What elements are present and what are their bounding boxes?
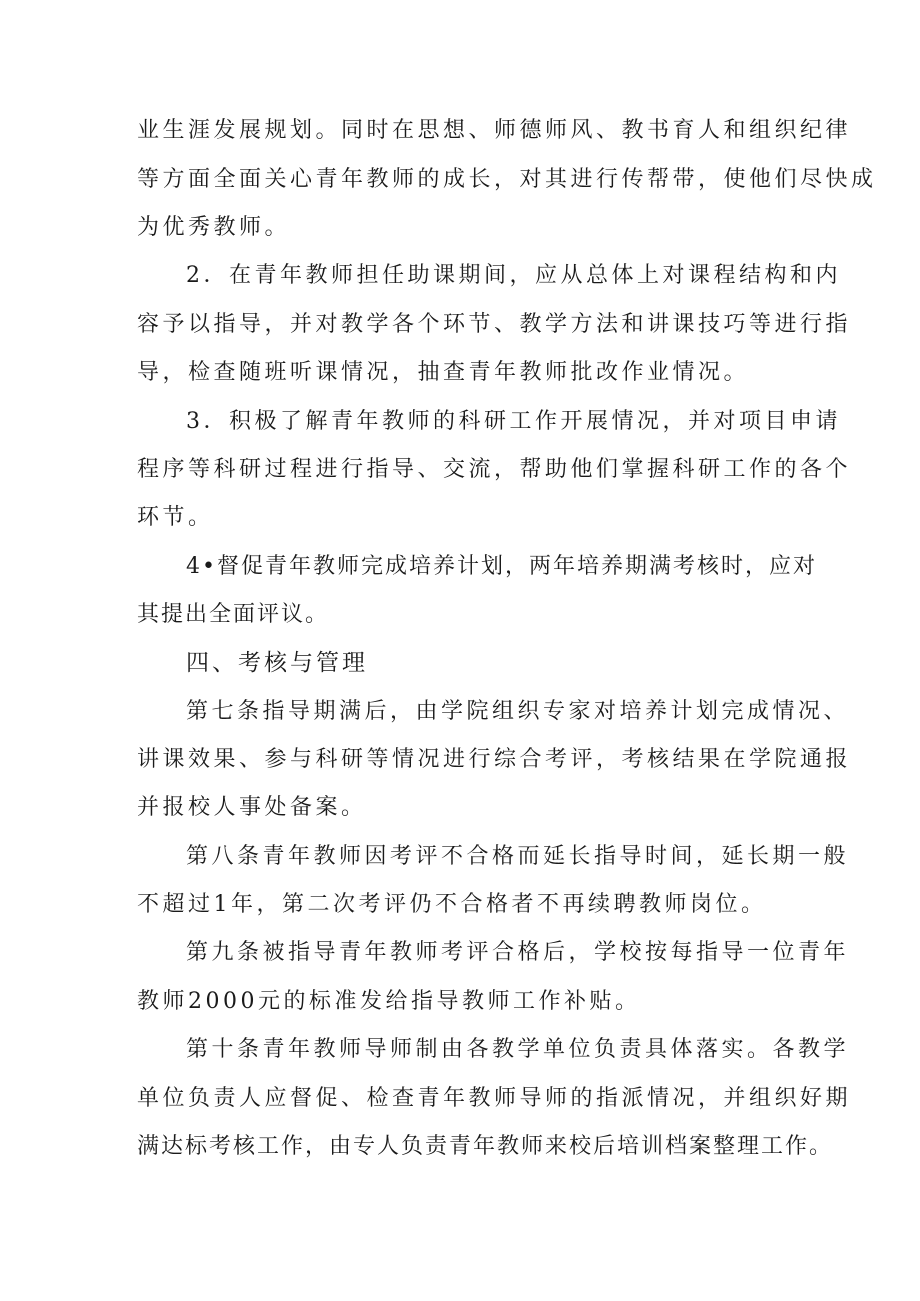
paragraph-line: 讲课效果、参与科研等情况进行综合考评，考核结果在学院通报	[137, 747, 852, 772]
paragraph-line: 其提出全面评议。	[137, 602, 330, 627]
paragraph-line: 4•督促青年教师完成培养计划，两年培养期满考核时，应对	[186, 554, 817, 579]
paragraph-line: 并报校人事处备案。	[137, 795, 367, 820]
paragraph-line: 等方面全面关心青年教师的成长，对其进行传帮带，使他们尽快成	[137, 167, 877, 192]
paragraph-line: 3．积极了解青年教师的科研工作开展情况，并对项目申请	[186, 409, 841, 434]
section-heading: 四、考核与管理	[186, 650, 368, 676]
paragraph-line: 第八条青年教师因考评不合格而延长指导时间，延长期一般	[186, 844, 850, 869]
paragraph-line: 教师2000元的标准发给指导教师工作补贴。	[137, 989, 641, 1014]
paragraph-line: 第七条指导期满后，由学院组织专家对培养计划完成情况、	[186, 699, 850, 724]
paragraph-line: 不超过1年，第二次考评仍不合格者不再续聘教师岗位。	[137, 892, 767, 917]
paragraph-line: 满达标考核工作，由专人负责青年教师来校后培训档案整理工作。	[137, 1134, 834, 1159]
paragraph-line: 第九条被指导青年教师考评合格后，学校按每指导一位青年	[186, 940, 850, 965]
paragraph-line: 单位负责人应督促、检查青年教师导师的指派情况，并组织好期	[137, 1086, 852, 1111]
paragraph-line: 容予以指导，并对教学各个环节、教学方法和讲课技巧等进行指	[137, 312, 852, 337]
paragraph-line: 程序等科研过程进行指导、交流，帮助他们掌握科研工作的各个	[137, 457, 852, 482]
paragraph-line: 业生涯发展规划。同时在思想、师德师风、教书育人和组织纪律	[137, 118, 852, 143]
paragraph-line: 导，检查随班听课情况，抽查青年教师批改作业情况。	[137, 360, 750, 385]
paragraph-line: 2．在青年教师担任助课期间，应从总体上对课程结构和内	[186, 263, 841, 288]
paragraph-line: 第十条青年教师导师制由各教学单位负责具体落实。各教学	[186, 1037, 850, 1062]
paragraph-line: 为优秀教师。	[137, 215, 291, 240]
paragraph-line: 环节。	[137, 505, 214, 530]
